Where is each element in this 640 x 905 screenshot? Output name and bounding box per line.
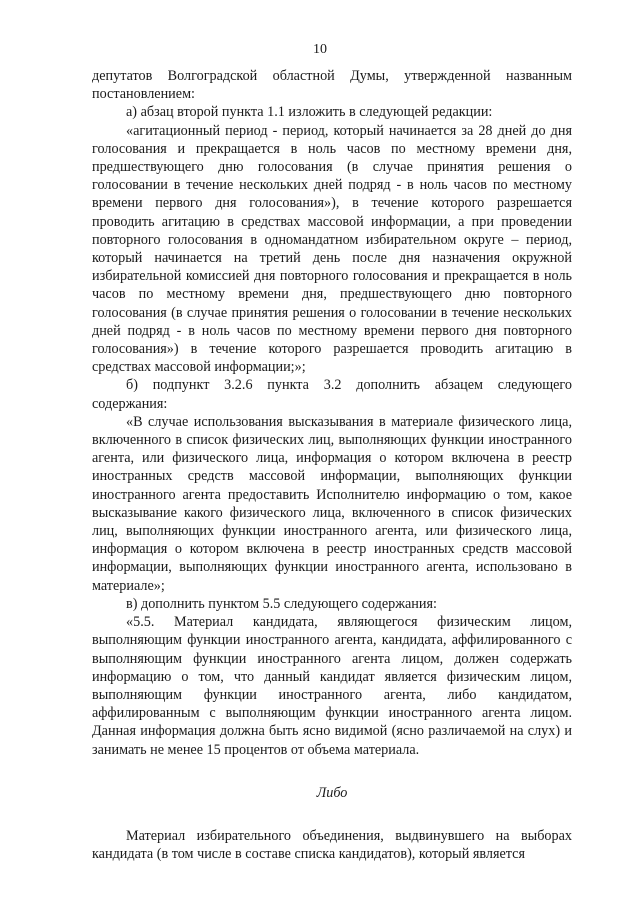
alternative-divider: Либо [316, 784, 348, 801]
paragraph: «агитационный период - период, который начинается за 28 дней до дня голосования и прекращается в ноль часов по местному времени дня, предшествующего дню голосования (в случае принятия решения о голосовании в течение нескольких дней подряд - в ноль часов по местному времени первого дня голосования»), в течение которого разрешается проводить агитацию в средствах массовой информации, а при проведении повторного голосования в одномандатном избирательном округе – период, который начинается на третий день после дня назначения окружной избирательной комиссией дня повторного голосования и прекращается в ноль часов по местному времени дня, предшествующего дню повторного голосования (в случае принятия решения о голосовании в течение нескольких дней подряд - в ноль часов по местному времени первого дня повторного голосования») в течение которого разрешается проводить агитацию в средствах массовой информации;»; [92, 122, 572, 376]
paragraph: а) абзац второй пункта 1.1 изложить в следующей редакции: [126, 104, 493, 121]
paragraph: в) дополнить пунктом 5.5 следующего содержания: [126, 595, 437, 612]
paragraph: «В случае использования высказывания в материале физического лица, включенного в список физических лиц, выполняющих функции иностранного агента, или физического лица, информация о котором включена в реестр иностранных средств массовой информации, выполняющих функции иностранного агента предоставить Исполнителю информацию о том, какое высказывание какого физического лица, включенного в список физических лиц, выполняющих функции иностранного агента, или физического лица, информация о котором включена в реестр иностранных средств массовой информации, выполняющих функции иностранного агента, использовано в материале»; [92, 413, 572, 594]
paragraph: Материал избирательного объединения, выдвинувшего на выборах кандидата (в том числе в составе списка кандидатов), который является [92, 827, 572, 863]
document-body [92, 67, 572, 863]
paragraph: б) подпункт 3.2.6 пункта 3.2 дополнить абзацем следующего содержания: [92, 377, 572, 412]
page-number: 10 [313, 42, 327, 57]
paragraph: «5.5. Материал кандидата, являющегося физическим лицом, выполняющим функции иностранного агента, кандидата, аффилированного с выполняющим функции иностранного агента лицом, должен содержать информацию о том, что данный кандидат является физическим лицом, выполняющим функции иностранного агента, либо кандидатом, аффилированным с выполняющим функции иностранного агента лицом. Данная информация должна быть ясно видимой (ясно различаемой на слух) и занимать не менее 15 процентов от объема материала. [92, 614, 572, 758]
paragraph: депутатов Волгоградской областной Думы, утвержденной названным постановлением: [92, 68, 572, 103]
